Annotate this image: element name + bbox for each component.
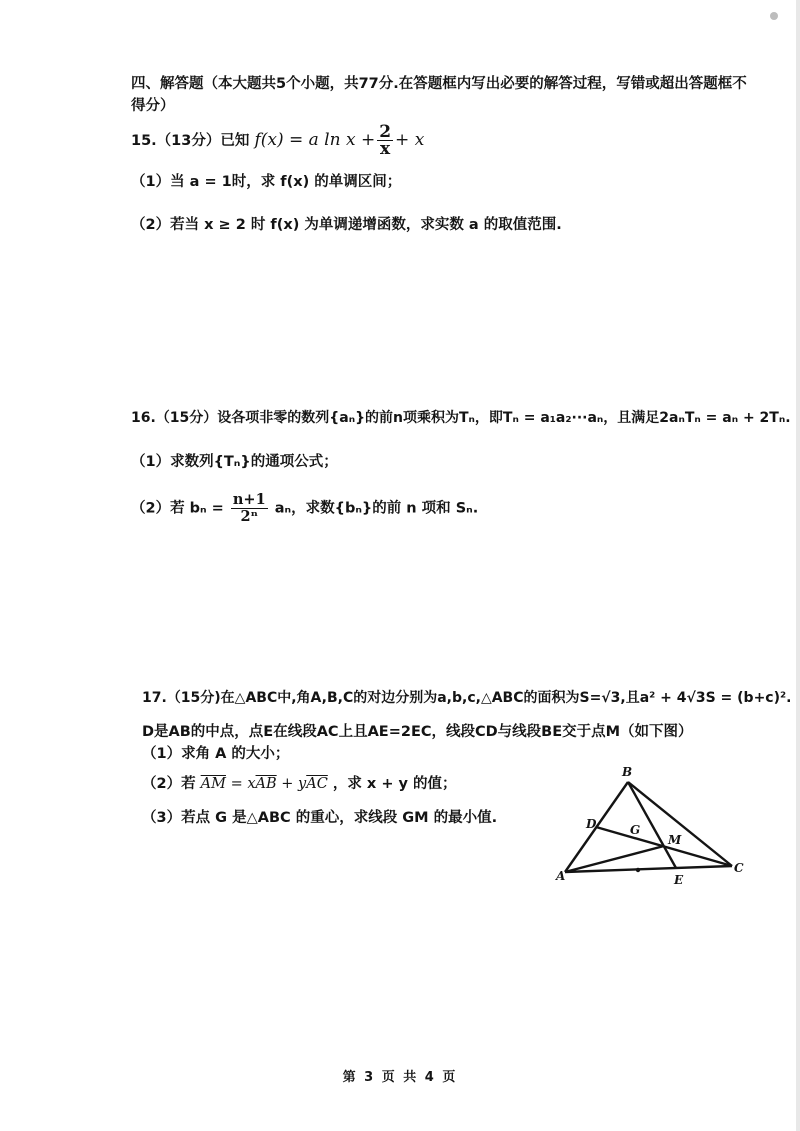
label-e: E bbox=[674, 873, 684, 887]
point-mark bbox=[636, 868, 640, 872]
label-b: B bbox=[622, 765, 633, 779]
scan-edge bbox=[796, 0, 800, 1131]
section-heading: 四、解答题（本大题共5个小题，共77分.在答题框内写出必要的解答过程，写错或超出答题框不 bbox=[131, 76, 747, 92]
q16-part2-post: aₙ，求数{bₙ}的前 n 项和 Sₙ. bbox=[274, 500, 479, 517]
q17-stem2: D是AB的中点，点E在线段AC上且AE=2EC，线段CD与线段BE交于点M（如下图） bbox=[142, 724, 693, 740]
q15-fraction bbox=[377, 124, 393, 157]
vector-ac: $\overline{AC}$ bbox=[306, 776, 328, 792]
q17-part3: （3）若点 G 是△ABC 的重心，求线段 GM 的最小值. bbox=[142, 810, 498, 826]
q15-stem bbox=[131, 124, 424, 157]
label-g: G bbox=[630, 823, 641, 837]
scan-spot bbox=[770, 12, 778, 20]
q16-part1: （1）求数列{Tₙ}的通项公式； bbox=[131, 454, 338, 470]
label-d: D bbox=[586, 817, 597, 831]
q15-frac-num: 2 bbox=[379, 122, 392, 142]
q17-part1: （1）求角 A 的大小； bbox=[142, 746, 290, 762]
q15-part2: （2）若当 x ≥ 2 时 f(x) 为单调递增函数，求实数 a 的取值范围. bbox=[131, 217, 562, 233]
q15-func-expr: f(x) = a ln x + bbox=[254, 130, 376, 150]
vector-ab: $\overline{AB}$ bbox=[255, 776, 277, 792]
page-footer: 第 3 页 共 4 页 bbox=[342, 1070, 458, 1085]
q17-part2 bbox=[142, 774, 457, 794]
q16-frac-den: 2ⁿ bbox=[240, 508, 259, 525]
label-c: C bbox=[734, 861, 744, 875]
q16-part2 bbox=[131, 492, 478, 525]
q17-part2-mid2: + y bbox=[281, 776, 307, 792]
q15-number: 15.（13分）已知 bbox=[131, 133, 250, 149]
vector-am: $\overline{AM}$ bbox=[200, 776, 226, 792]
q15-func-tail: + x bbox=[395, 130, 425, 150]
q16-frac-num: n+1 bbox=[232, 491, 266, 508]
q16-fraction bbox=[231, 492, 268, 525]
triangle-diagram bbox=[548, 760, 758, 890]
side-ac bbox=[565, 866, 732, 872]
q15-func bbox=[254, 122, 425, 159]
q17-part2-post: ，求 x + y 的值； bbox=[332, 776, 457, 792]
q15-part1: （1）当 a = 1时，求 f(x) 的单调区间； bbox=[131, 174, 402, 190]
q16-stem: 16.（15分）设各项非零的数列{aₙ}的前n项乘积为Tₙ，即Tₙ = a₁a₂···aₙ，且满足2aₙTₙ = aₙ + 2Tₙ. bbox=[131, 410, 791, 426]
q17-part2-pre: （2）若 bbox=[142, 776, 196, 792]
q17-stem: 17.（15分)在△ABC中,角A,B,C的对边分别为a,b,c,△ABC的面积为S=√3,且a² + 4√3S = (b+c)². bbox=[142, 690, 792, 706]
section-heading-cont: 得分） bbox=[131, 98, 175, 114]
side-bc bbox=[628, 782, 732, 866]
q15-frac-den: x bbox=[380, 139, 391, 159]
label-a: A bbox=[556, 869, 566, 883]
q16-part2-pre: （2）若 bₙ = bbox=[131, 500, 224, 517]
label-m: M bbox=[668, 833, 682, 847]
q17-part2-mid1: = x bbox=[230, 776, 256, 792]
